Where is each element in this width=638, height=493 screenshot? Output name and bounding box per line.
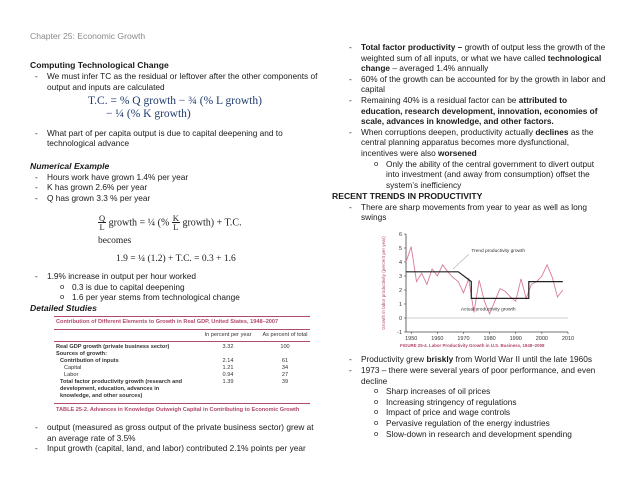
section-title-recent-trends: RECENT TRENDS IN PRODUCTIVITY: [332, 190, 483, 201]
sub-research-slowdown: o Slow-down in research and development spending: [344, 429, 606, 440]
tc-equation: [30, 95, 320, 121]
sub-capital-deepening: o 0.3 is due to capital deepening: [30, 282, 320, 293]
bullet-residual: - Remaining 40% is a residual factor can be attributed to education, research development, innovation, economies of scale, advances in knowledge, and other factors.: [344, 95, 606, 127]
fraction-q-l: $\frac{Q}{L}$: [99, 212, 106, 233]
y-tick-label: 3: [398, 273, 402, 280]
chart-caption: FIGURE 25-4. Labor Productivity Growth in U.S. Business, 1948–2008: [400, 342, 545, 348]
bullet-per-capita: - What part of per capita output is due to capital deepening and to technological advance: [30, 128, 320, 149]
bullet-1973: - 1973 – there were several years of poor performance, and even decline: [344, 365, 606, 386]
x-tick-label: 1990: [509, 335, 522, 342]
bullet-productivity-briskly: - Productivity grew briskly from World War II until the late 1960s: [344, 354, 606, 365]
bullet-q-growth: - Q has grown 3.3 % per year: [30, 193, 320, 204]
chapter-header: Chapter 25: Economic Growth: [30, 31, 146, 41]
table-row: Real GDP growth (private business sector) 3.32 100: [56, 344, 290, 351]
bullet-k-growth: - K has grown 2.6% per year: [30, 182, 320, 193]
table-caption: Contribution of Different Elements to Growth in Real GDP, United States, 1948–2007: [54, 317, 310, 330]
x-tick-label: 1980: [483, 335, 496, 342]
productivity-chart: [376, 228, 606, 353]
tc-equation-line2: − ¼ (% K growth): [106, 108, 191, 121]
section-title-computing: Computing Technological Change: [30, 60, 169, 70]
x-tick-label: 2000: [535, 335, 548, 342]
growth-table: [54, 316, 310, 414]
sub-oil-prices: o Sharp increases of oil prices: [344, 386, 606, 397]
table-col-percent-total: As percent of total: [262, 332, 308, 338]
table-row: Contribution of inputs 2.14 61: [60, 358, 289, 365]
x-tick-label: 2010: [561, 335, 575, 342]
y-tick-label: 0: [398, 315, 402, 322]
annotation-actual: Actual productivity growth: [460, 307, 516, 313]
y-tick-label: 4: [398, 259, 402, 266]
equation-tail: growth) + T.C.: [182, 217, 242, 228]
bullet-input-growth: - Input growth (capital, land, and labor) contributed 2.1% points per year: [30, 443, 320, 454]
tc-equation-line1: T.C. = % Q growth − ¾ (% L growth): [88, 95, 262, 108]
sub-regulations: o Increasing stringency of regulations: [344, 397, 606, 408]
left-column: [30, 0, 320, 454]
annotation-trend-pointer: [453, 254, 469, 269]
productivity-chart-svg: [376, 228, 576, 350]
series-actual-line: [406, 246, 563, 313]
growth-equation: [30, 214, 320, 232]
y-axis-label: Growth in labor productivity (percent per year): [381, 236, 386, 330]
table-footer: TABLE 25-2. Advances in Knowledge Outweigh Capital in Contributing to Economic Growth: [54, 403, 310, 414]
right-column: [332, 42, 606, 439]
table-col-percent-year: In percent per year: [204, 332, 252, 338]
sub-tech-change: o 1.6 per year stems from technological change: [30, 292, 320, 303]
bullet-sharp-movements: - There are sharp movements from year to year as well as long swings: [344, 202, 606, 223]
table-header: [54, 330, 310, 342]
sub-energy-regulation: o Pervasive regulation of the energy industries: [344, 418, 606, 429]
equation-paren: (%: [157, 217, 170, 228]
equation-result: 1.9 = ¼ (1.2) + T.C. = 0.3 + 1.6: [116, 253, 236, 264]
section-title-numerical: Numerical Example: [30, 160, 110, 171]
table-row: Total factor productivity growth (research and development, education, advances in knowledge, and other sources) 1.39 39: [60, 379, 289, 400]
bullet-output-grew: - output (measured as gross output of the private business sector) grew at an average rate of 3.5%: [30, 422, 320, 443]
x-tick-label: 1960: [431, 335, 444, 342]
bullet-corruption: - When corruptions deepen, productivity actually declines as the central planning apparatus becomes more dysfunctional, incentives were also worsened: [344, 127, 606, 159]
y-tick-label: 5: [398, 245, 402, 252]
section-title-detailed: Detailed Studies: [30, 302, 97, 313]
bullet-output-increase: - 1.9% increase in output per hour worked: [30, 271, 320, 282]
bullet-infer-tc: - We must infer TC as the residual or leftover after the other components of output and inputs are calculated: [30, 71, 320, 92]
bullet-hours: - Hours work have grown 1.4% per year: [30, 172, 320, 183]
table-row: Capital 1.21 34: [64, 365, 289, 372]
fraction-k-l: $\frac{K}{L}$: [172, 212, 179, 233]
y-tick-label: 1: [398, 301, 402, 308]
table-row: Labor 0.94 27: [64, 372, 289, 379]
table-row: Sources of growth:: [56, 351, 107, 358]
x-tick-label: 1950: [405, 335, 418, 342]
y-tick-label: 2: [398, 287, 402, 294]
bullet-tfp: - Total factor productivity – growth of output less the growth of the weighted sum of all inputs, or what we have called technological change – averaged 1.4% annually: [344, 42, 606, 74]
bullet-sixty-percent: - 60% of the growth can be accounted for by the growth in labor and capital: [344, 74, 606, 95]
y-tick-label: 6: [398, 231, 402, 238]
annotation-trend: Trend productivity growth: [471, 248, 526, 254]
sub-central-government: o Only the ability of the central government to divert output into investment (and away from consumption) offset the system’s inefficiency: [344, 159, 606, 191]
equation-mid: growth = ¼: [108, 217, 156, 228]
y-tick-label: -1: [397, 329, 402, 336]
x-tick-label: 1970: [457, 335, 470, 342]
equation-becomes: becomes: [98, 235, 132, 246]
sub-price-wage: o Impact of price and wage controls: [344, 407, 606, 418]
